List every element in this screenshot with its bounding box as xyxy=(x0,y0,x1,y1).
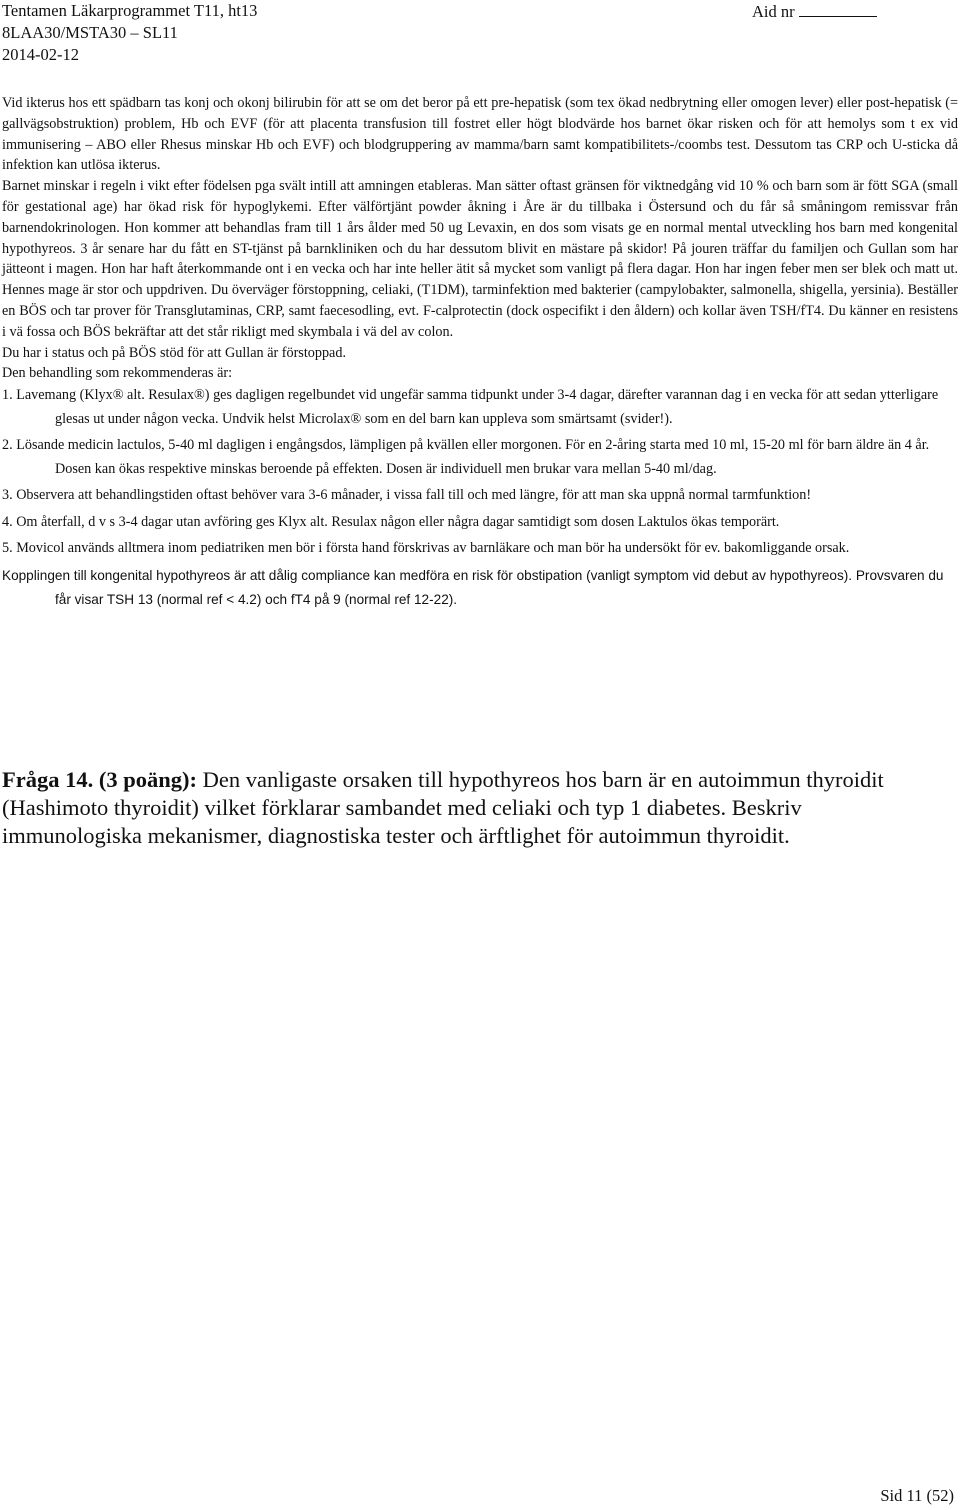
page-number: Sid 11 (52) xyxy=(880,1486,954,1505)
exam-date: 2014-02-12 xyxy=(2,45,79,64)
exam-title: Tentamen Läkarprogrammet T11, ht13 xyxy=(2,1,258,20)
list-text: Observera att behandlingstiden oftast behöver vara 3-6 månader, i vissa fall till och med längre, för att man ska uppnå normal tarmfunktion! xyxy=(16,487,812,504)
list-item xyxy=(2,537,958,561)
list-text: Movicol används alltmera inom pediatriken men bör i första hand förskrivas av barnläkare och man bör ha undersökt för ev. bakomliggande orsak. xyxy=(16,540,850,557)
page-header xyxy=(2,0,958,66)
aid-number-blank xyxy=(799,0,877,17)
list-item xyxy=(2,434,958,481)
list-text: Lösande medicin lactulos, 5-40 ml dagligen i engångsdos, lämpligen på kvällen eller morgonen. För en 2-åring starta med 10 ml, 15-20 ml för barn äldre än 4 år. Dosen kan ökas respektive minskas beroende på effekten. Dosen är individuell men brukar vara mellan 5-40 ml/dag. xyxy=(16,437,930,477)
list-number: 4. xyxy=(2,513,13,530)
list-item xyxy=(2,511,958,535)
paragraph-ikterus: Vid ikterus hos ett spädbarn tas konj och okonj bilirubin för att se om det beror på ett pre-hepatisk (som tex ökad nedbrytning eller omogen lever) eller post-hepatisk (= gallvägsobstruktion) problem, Hb och EVF (för att placenta transfusion till fostret eller högt blodvärde hos barnet ökar risken och för att hemolys som t ex vid immunisering – ABO eller Rhesus minskar Hb och EVF) och blodgruppering av mamma/barn samt kompatibilitets-/coombs test. Dessutom tas CRP och U-sticka då infektion kan utlösa ikterus. xyxy=(2,95,958,174)
list-text: Om återfall, d v s 3-4 dagar utan avföring ges Klyx alt. Resulax någon eller några dagar samtidigt som dosen Laktulos ökas temporärt. xyxy=(16,513,780,530)
course-code: 8LAA30/MSTA30 – SL11 xyxy=(2,23,178,42)
treatment-list xyxy=(2,384,958,561)
question-label: Fråga 14. (3 poäng): xyxy=(2,767,197,792)
list-number: 2. xyxy=(2,437,13,454)
document-body xyxy=(2,93,958,612)
question-text: Den vanligaste orsaken till hypothyreos hos barn är en autoimmun thyroidit (Hashimoto thyroidit) vilket förklarar sambandet med celiaki och typ 1 diabetes. Beskriv immunologiska mekanismer, diagnostiska tester och ärftlighet för autoimmun thyroidit. xyxy=(2,767,884,848)
list-number: 3. xyxy=(2,487,13,504)
paragraph-case: Barnet minskar i regeln i vikt efter födelsen pga svält intill att amningen etableras. Man sätter oftast gränsen för viktnedgång vid 10 % och barn som är fött SGA (small för gestational age) har ökad risk för hypoglykemi. Efter välförtjänt powder åkning i Åre är du tillbaka i Östersund och du får så småningom remissvar från barnendokrinologen. Hon kommer att behandlas fram till 1 års ålder med 50 ug Levaxin, en dos som visats ge en normal mental utveckling hos barn med kongenital hypothyreos. 3 år senare har du fått en ST-tjänst på barnkliniken och du har dessutom blivit en mästare på skidor! På jouren träffar du familjen och Gullan som har jätteont i magen. Hon har haft återkommande ont i en vecka och har inte heller ätit så mycket som vanligt på flera dagar. Hon har ingen feber men ser blek och matt ut. Hennes mage är stor och uppdriven. Du överväger förstoppning, celiaki, (T1DM), tarminfektion med bakterier (campylobakter, salmonella, shigella, yersinia). Beställer en BÖS och tar prover för Transglutaminas, CRP, samt faecesodling, evt. F-calprotectin (dock ospecifikt i den åldern) och kollar även TSH/fT4. Du känner en resistens i vä fossa och BÖS bekräftar att det står rikligt med skymbala i vä del av colon. xyxy=(2,178,958,340)
status-line: Du har i status och på BÖS stöd för att Gullan är förstoppad. xyxy=(2,344,346,361)
aid-label: Aid nr xyxy=(752,2,795,21)
header-line-1 xyxy=(2,0,958,22)
treatment-intro: Den behandling som rekommenderas är: xyxy=(2,365,233,382)
list-number: 1. xyxy=(2,387,13,404)
aid-number-field xyxy=(752,0,877,23)
list-number: 5. xyxy=(2,540,13,557)
hypothyreos-note: Kopplingen till kongenital hypothyreos är att dålig compliance kan medföra en risk för obstipation (vanligt symptom vid debut av hypothyreos). Provsvaren du får visar TSH 13 (normal ref < 4.2) och fT4 på 9 (normal ref 12-22). xyxy=(2,567,944,607)
question-14 xyxy=(2,766,942,850)
list-item xyxy=(2,384,958,431)
list-text: Lavemang (Klyx® alt. Resulax®) ges dagligen regelbundet vid ungefär samma tidpunkt under 3-4 dagar, därefter varannan dag i en vecka för att sedan ytterligare glesas ut under någon vecka. Undvik helst Microlax® som en del barn kan uppleva som smärtsamt (svider!). xyxy=(16,387,939,427)
list-item xyxy=(2,484,958,508)
